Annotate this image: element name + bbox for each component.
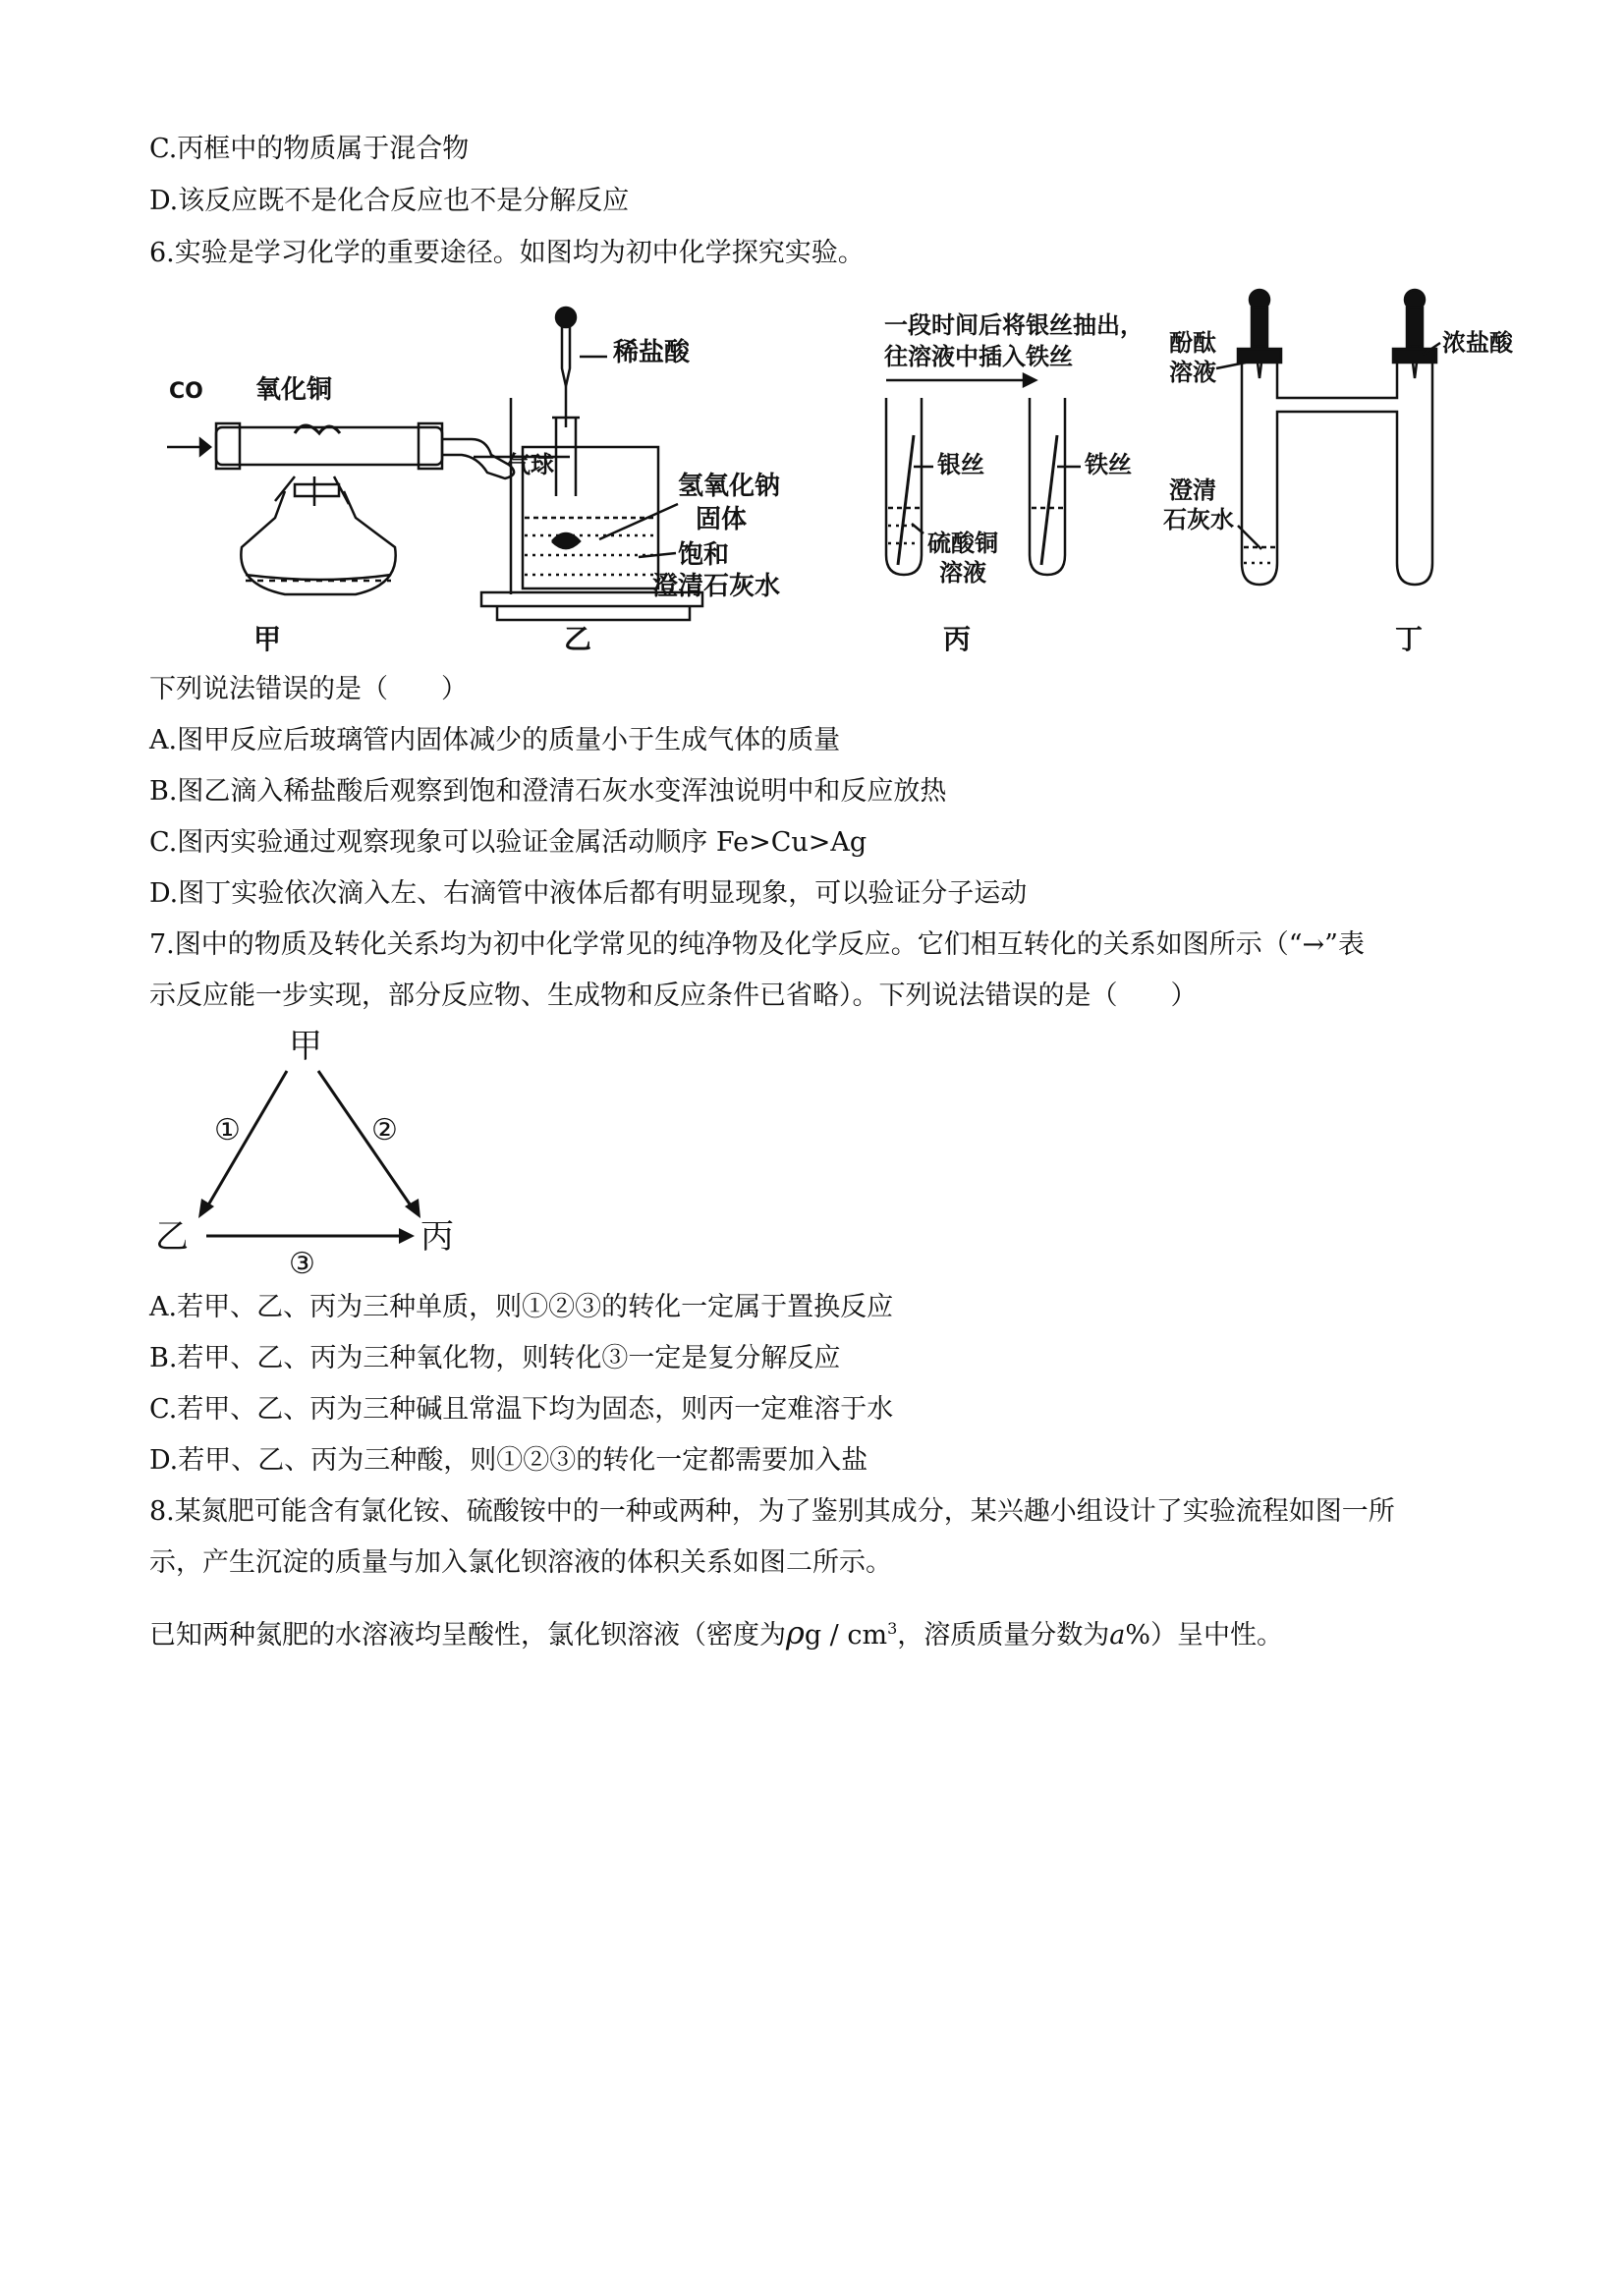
apparatus-yi bbox=[474, 308, 780, 655]
reaction-3-label: ③ bbox=[289, 1247, 315, 1281]
label-conc-hcl: 浓盐酸 bbox=[1442, 329, 1513, 357]
question-7-line-2: 示反应能一步实现，部分反应物、生成物和反应条件已省略）。下列说法错误的是（ ） bbox=[149, 980, 1198, 1011]
option-c-q5: C.丙框中的物质属于混合物 bbox=[149, 134, 470, 164]
question-6-title: 6.实验是学习化学的重要途径。如图均为初中化学探究实验。 bbox=[149, 238, 865, 268]
question-7-option-c: C.若甲、乙、丙为三种碱且常温下均为固态，则丙一定难溶于水 bbox=[149, 1394, 894, 1425]
question-7-option-d: D.若甲、乙、丙为三种酸，则①②③的转化一定都需要加入盐 bbox=[149, 1445, 868, 1476]
label-naoh-2: 固体 bbox=[696, 505, 748, 534]
q8-text-a: 已知两种氮肥的水溶液均呈酸性，氯化钡溶液（密度为 bbox=[149, 1620, 786, 1651]
label-naoh-1: 氢氧化钠 bbox=[678, 472, 781, 501]
caption-yi: 乙 bbox=[564, 623, 592, 655]
caption-bing: 丙 bbox=[943, 623, 972, 655]
figure-7-triangle bbox=[147, 1022, 481, 1281]
question-7-option-a: A.若甲、乙、丙为三种单质，则①②③的转化一定属于置换反应 bbox=[149, 1292, 894, 1322]
label-phenolphthalein-1: 酚酞 bbox=[1169, 329, 1216, 357]
label-phenolphthalein-2: 溶液 bbox=[1169, 359, 1216, 386]
node-yi: 乙 bbox=[155, 1217, 189, 1257]
q8-text-c: %）呈中性。 bbox=[1125, 1620, 1284, 1651]
question-8-line-1: 8.某氮肥可能含有氯化铵、硫酸铵中的一种或两种，为了鉴别其成分，某兴趣小组设计了实验流程如图一所 bbox=[149, 1496, 1395, 1527]
apparatus-ding bbox=[1163, 290, 1514, 655]
caption-ding: 丁 bbox=[1395, 623, 1424, 655]
label-limewater-1: 澄清 bbox=[1169, 476, 1216, 504]
q8-text-b: ，溶质质量分数为 bbox=[897, 1620, 1110, 1651]
label-lime-2: 澄清石灰水 bbox=[652, 572, 781, 601]
question-7-line-1: 7.图中的物质及转化关系均为初中化学常见的纯净物及化学反应。它们相互转化的关系如图所示（“→”表 bbox=[149, 929, 1365, 960]
question-6-option-a: A.图甲反应后玻璃管内固体减少的质量小于生成气体的质量 bbox=[149, 725, 841, 756]
question-6-stem: 下列说法错误的是（ ） bbox=[149, 674, 468, 704]
label-co: CO bbox=[169, 379, 203, 404]
node-jia: 甲 bbox=[289, 1027, 322, 1066]
label-limewater-2: 石灰水 bbox=[1163, 506, 1234, 533]
caption-jia: 甲 bbox=[253, 623, 282, 655]
label-silver-wire: 银丝 bbox=[937, 451, 984, 478]
node-bing: 丙 bbox=[420, 1217, 454, 1257]
mass-fraction-symbol: a bbox=[1109, 1620, 1126, 1651]
label-cuso4-1: 硫酸铜 bbox=[927, 530, 998, 557]
label-dilute-hcl: 稀盐酸 bbox=[613, 338, 691, 367]
density-unit: g / cm bbox=[804, 1620, 888, 1651]
label-lime-1: 饱和 bbox=[678, 540, 730, 570]
label-bing-top-2: 往溶液中插入铁丝 bbox=[884, 343, 1073, 370]
label-iron-wire: 铁丝 bbox=[1085, 451, 1132, 478]
question-6-option-d: D.图丁实验依次滴入左、右滴管中液体后都有明显现象，可以验证分子运动 bbox=[149, 878, 1028, 909]
density-symbol: ρ bbox=[786, 1614, 805, 1652]
label-balloon: 气球 bbox=[507, 451, 554, 478]
apparatus-bing bbox=[884, 311, 1144, 655]
reaction-2-label: ② bbox=[371, 1113, 398, 1148]
label-cuso4-2: 溶液 bbox=[939, 559, 986, 587]
label-copper-oxide: 氧化铜 bbox=[255, 375, 333, 405]
question-6-option-b: B.图乙滴入稀盐酸后观察到饱和澄清石灰水变浑浊说明中和反应放热 bbox=[149, 776, 947, 807]
label-bing-top-1: 一段时间后将银丝抽出， bbox=[884, 311, 1144, 339]
figure-6-experiments bbox=[147, 290, 1513, 663]
density-unit-exponent: 3 bbox=[887, 1619, 898, 1638]
question-7-option-b: B.若甲、乙、丙为三种氧化物，则转化③一定是复分解反应 bbox=[149, 1343, 841, 1373]
option-d-q5: D.该反应既不是化合反应也不是分解反应 bbox=[149, 186, 630, 216]
question-8-line-3 bbox=[149, 1611, 1283, 1653]
reaction-1-label: ① bbox=[214, 1113, 241, 1148]
question-8-line-2: 示，产生沉淀的质量与加入氯化钡溶液的体积关系如图二所示。 bbox=[149, 1547, 892, 1578]
question-6-option-c: C.图丙实验通过观察现象可以验证金属活动顺序 Fe>Cu>Ag bbox=[149, 827, 867, 858]
